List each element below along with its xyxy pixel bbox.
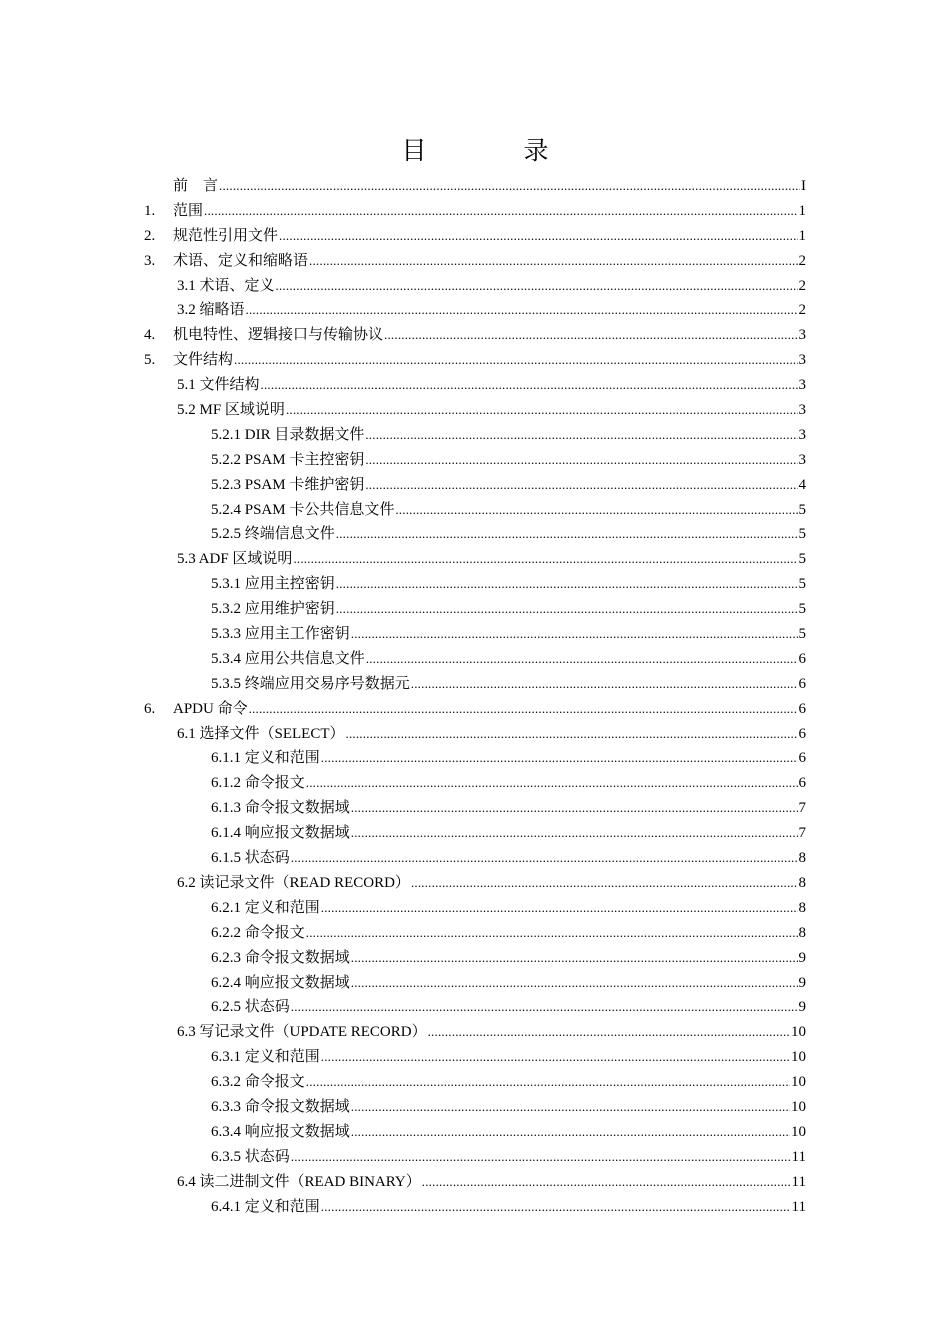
toc-entry-page: 5: [798, 576, 806, 593]
toc-entry-page: 3: [798, 352, 806, 369]
toc-entry[interactable]: [144, 249, 806, 274]
toc-entry-page: 5: [798, 501, 806, 518]
toc-entry-number: 6.: [144, 700, 156, 717]
toc-entry[interactable]: [144, 298, 806, 323]
toc-dot-leader: [306, 1070, 790, 1095]
toc-entry-title: 6.1.2 命令报文: [211, 775, 305, 792]
toc-entry[interactable]: [144, 1020, 806, 1045]
toc-entry-page: 6: [798, 725, 806, 742]
toc-entry-page: 6: [798, 700, 806, 717]
toc-entry-title: 6.1 选择文件（SELECT）: [177, 725, 345, 742]
toc-entry[interactable]: [144, 1195, 806, 1220]
toc-dot-leader: [336, 572, 798, 597]
toc-entry-page: 6: [798, 775, 806, 792]
toc-entry-page: 11: [791, 1148, 806, 1165]
toc-dot-leader: [293, 547, 797, 572]
toc-dot-leader: [234, 348, 797, 373]
toc-entry-page: 8: [798, 850, 806, 867]
toc-entry-page: 5: [798, 626, 806, 643]
toc-dot-leader: [321, 1195, 791, 1220]
toc-entry-title: 术语、定义和缩略语: [173, 252, 309, 269]
toc-entry[interactable]: [144, 498, 806, 523]
toc-entry-title: 6.3.1 定义和范围: [211, 1049, 320, 1066]
toc-dot-leader: [321, 1045, 790, 1070]
toc-entry-title: 6.4.1 定义和范围: [211, 1198, 320, 1215]
toc-entry[interactable]: [144, 896, 806, 921]
toc-entry-title: 5.2.4 PSAM 卡公共信息文件: [211, 501, 395, 518]
toc-entry-page: 10: [791, 1123, 806, 1140]
toc-entry-title: 规范性引用文件: [173, 227, 279, 244]
toc-entry-title: 6.2.3 命令报文数据域: [211, 949, 350, 966]
toc-entry-page: 9: [798, 999, 806, 1016]
toc-entry[interactable]: [144, 348, 806, 373]
toc-entry-title: 6.3.4 响应报文数据域: [211, 1123, 350, 1140]
toc-entry[interactable]: [144, 423, 806, 448]
toc-entry[interactable]: [144, 647, 806, 672]
toc-dot-leader: [276, 274, 798, 299]
toc-dot-leader: [306, 771, 798, 796]
toc-entry-page: 4: [798, 476, 806, 493]
page-title: 目 录: [401, 136, 585, 165]
toc-entry-number: 1.: [144, 202, 156, 219]
toc-entry-page: 5: [798, 601, 806, 618]
toc-entry-title: 5.3.1 应用主控密钥: [211, 576, 335, 593]
toc-dot-leader: [261, 373, 798, 398]
toc-entry-title: 6.2.5 状态码: [211, 999, 290, 1016]
toc-entry[interactable]: [144, 373, 806, 398]
toc-dot-leader: [351, 821, 798, 846]
toc-dot-leader: [291, 846, 798, 871]
toc-dot-leader: [286, 398, 798, 423]
toc-dot-leader: [249, 697, 798, 722]
toc-entry[interactable]: [144, 522, 806, 547]
toc-dot-leader: [351, 796, 798, 821]
toc-entry-title: APDU 命令: [173, 700, 248, 717]
toc-entry-page: 6: [798, 650, 806, 667]
toc-dot-leader: [219, 174, 800, 199]
toc-dot-leader: [279, 224, 797, 249]
toc-entry-page: 9: [798, 949, 806, 966]
toc-entry[interactable]: [144, 796, 806, 821]
toc-dot-leader: [346, 722, 798, 747]
toc-entry-page: 3: [798, 327, 806, 344]
toc-entry[interactable]: [144, 697, 806, 722]
toc-dot-leader: [351, 622, 798, 647]
toc-entry[interactable]: [144, 1045, 806, 1070]
toc-entry-title: 文件结构: [173, 352, 234, 369]
toc-entry-page: 11: [791, 1173, 806, 1190]
toc-entry[interactable]: [144, 274, 806, 299]
toc-entry-title: 5.3.5 终端应用交易序号数据元: [211, 675, 410, 692]
toc-entry-title: 5.3 ADF 区域说明: [177, 551, 293, 568]
toc-entry-page: 3: [798, 451, 806, 468]
toc-entry[interactable]: [144, 846, 806, 871]
toc-entry[interactable]: [144, 1170, 806, 1195]
toc-entry-page: 9: [798, 974, 806, 991]
toc-entry-number: 3.: [144, 252, 156, 269]
toc-entry-title: 6.1.4 响应报文数据域: [211, 825, 350, 842]
toc-entry-title: 5.2.5 终端信息文件: [211, 526, 335, 543]
toc-entry-page: 3: [798, 402, 806, 419]
toc-entry-title: 5.2.2 PSAM 卡主控密钥: [211, 451, 365, 468]
toc-entry-title: 6.2.1 定义和范围: [211, 899, 320, 916]
toc-dot-leader: [351, 946, 798, 971]
toc-entry-title: 机电特性、逻辑接口与传输协议: [173, 327, 384, 344]
toc-dot-leader: [384, 323, 797, 348]
toc-entry-title: 5.3.3 应用主工作密钥: [211, 626, 350, 643]
toc-entry-page: 11: [791, 1198, 806, 1215]
toc-dot-leader: [365, 448, 797, 473]
toc-entry-title: 6.3.2 命令报文: [211, 1074, 305, 1091]
toc-entry[interactable]: [144, 199, 806, 224]
toc-entry[interactable]: [144, 722, 806, 747]
toc-entry-page: 10: [791, 1024, 806, 1041]
toc-entry-title: 5.3.4 应用公共信息文件: [211, 650, 365, 667]
toc-entry-title: 3.2 缩略语: [177, 302, 245, 319]
toc-dot-leader: [351, 1120, 790, 1145]
toc-dot-leader: [428, 1020, 790, 1045]
toc-dot-leader: [246, 298, 798, 323]
toc-entry-page: 6: [798, 750, 806, 767]
toc-entry[interactable]: [144, 224, 806, 249]
toc-dot-leader: [336, 522, 798, 547]
toc-entry-title: 5.2.3 PSAM 卡维护密钥: [211, 476, 365, 493]
toc-dot-leader: [336, 597, 798, 622]
toc-entry-page: 10: [791, 1098, 806, 1115]
toc-entry[interactable]: [144, 547, 806, 572]
toc-entry-title: 6.1.5 状态码: [211, 850, 290, 867]
toc-entry-number: 4.: [144, 327, 156, 344]
toc-entry[interactable]: [144, 448, 806, 473]
toc-entry-page: 8: [798, 924, 806, 941]
toc-entry[interactable]: [144, 821, 806, 846]
toc-entry-page: 6: [798, 675, 806, 692]
toc-entry-page: 3: [798, 377, 806, 394]
toc-dot-leader: [395, 498, 797, 523]
toc-dot-leader: [411, 672, 798, 697]
toc-dot-leader: [321, 746, 798, 771]
toc-entry[interactable]: [144, 473, 806, 498]
toc-entry-page: 1: [798, 227, 806, 244]
toc-entry-number: 5.: [144, 352, 156, 369]
toc-entry-title: 6.3.3 命令报文数据域: [211, 1098, 350, 1115]
toc-entry-title: 范围: [173, 202, 204, 219]
toc-dot-leader: [422, 1170, 791, 1195]
toc-dot-leader: [204, 199, 797, 224]
toc-entry-page: 8: [798, 874, 806, 891]
toc-entry-title: 5.3.2 应用维护密钥: [211, 601, 335, 618]
toc-entry-title: 5.2.1 DIR 目录数据文件: [211, 426, 365, 443]
toc-dot-leader: [291, 995, 798, 1020]
toc-entry-title: 6.2.2 命令报文: [211, 924, 305, 941]
toc-entry[interactable]: [144, 672, 806, 697]
toc-entry[interactable]: [144, 572, 806, 597]
toc-dot-leader: [411, 871, 798, 896]
toc-dot-leader: [309, 249, 797, 274]
toc-entry[interactable]: [144, 946, 806, 971]
toc-entry-title: 5.1 文件结构: [177, 377, 260, 394]
toc-entry-page: 3: [798, 426, 806, 443]
toc-entry[interactable]: [144, 1145, 806, 1170]
toc-entry-title: 6.1.1 定义和范围: [211, 750, 320, 767]
toc-entry-title: 6.3 写记录文件（UPDATE RECORD）: [177, 1024, 427, 1041]
toc-entry[interactable]: [144, 1120, 806, 1145]
toc-entry-page: 2: [798, 277, 806, 294]
toc-entry-title: 前 言: [173, 178, 219, 194]
toc-entry-title: 6.2 读记录文件（READ RECORD）: [177, 874, 410, 891]
toc-dot-leader: [306, 921, 798, 946]
toc-entry[interactable]: [144, 622, 806, 647]
toc-entry[interactable]: [144, 995, 806, 1020]
toc-entry[interactable]: [144, 871, 806, 896]
toc-dot-leader: [321, 896, 798, 921]
toc-dot-leader: [351, 1095, 790, 1120]
toc-entry-title: 6.4 读二进制文件（READ BINARY）: [177, 1173, 421, 1190]
toc-entry[interactable]: [144, 746, 806, 771]
toc-entry[interactable]: [144, 398, 806, 423]
toc-entry[interactable]: [144, 323, 806, 348]
toc-entry-page: 7: [798, 800, 806, 817]
toc-entry-title: 6.3.5 状态码: [211, 1148, 290, 1165]
toc-entry-page: 5: [798, 551, 806, 568]
toc-entry[interactable]: [144, 1095, 806, 1120]
toc-dot-leader: [366, 647, 798, 672]
toc-entry-page: 7: [798, 825, 806, 842]
toc-entry-title: 6.2.4 响应报文数据域: [211, 974, 350, 991]
toc-entry-page: 10: [791, 1074, 806, 1091]
toc-entry-page: 1: [798, 202, 806, 219]
toc-entry-page: 2: [798, 302, 806, 319]
toc-entry[interactable]: [144, 597, 806, 622]
toc-entry[interactable]: [144, 174, 806, 199]
toc-dot-leader: [365, 473, 797, 498]
toc-dot-leader: [291, 1145, 791, 1170]
toc-list: [144, 174, 806, 1219]
toc-entry-title: 5.2 MF 区域说明: [177, 402, 285, 419]
toc-entry-page: 10: [791, 1049, 806, 1066]
toc-entry-page: 2: [798, 252, 806, 269]
toc-entry-page: 5: [798, 526, 806, 543]
toc-entry[interactable]: [144, 771, 806, 796]
toc-dot-leader: [365, 423, 797, 448]
toc-entry-page: I: [801, 178, 806, 194]
toc-entry[interactable]: [144, 921, 806, 946]
toc-entry-title: 3.1 术语、定义: [177, 277, 275, 294]
toc-entry-page: 8: [798, 899, 806, 916]
toc-entry-title: 6.1.3 命令报文数据域: [211, 800, 350, 817]
toc-entry[interactable]: [144, 971, 806, 996]
toc-dot-leader: [351, 971, 798, 996]
toc-entry-number: 2.: [144, 227, 156, 244]
toc-entry[interactable]: [144, 1070, 806, 1095]
